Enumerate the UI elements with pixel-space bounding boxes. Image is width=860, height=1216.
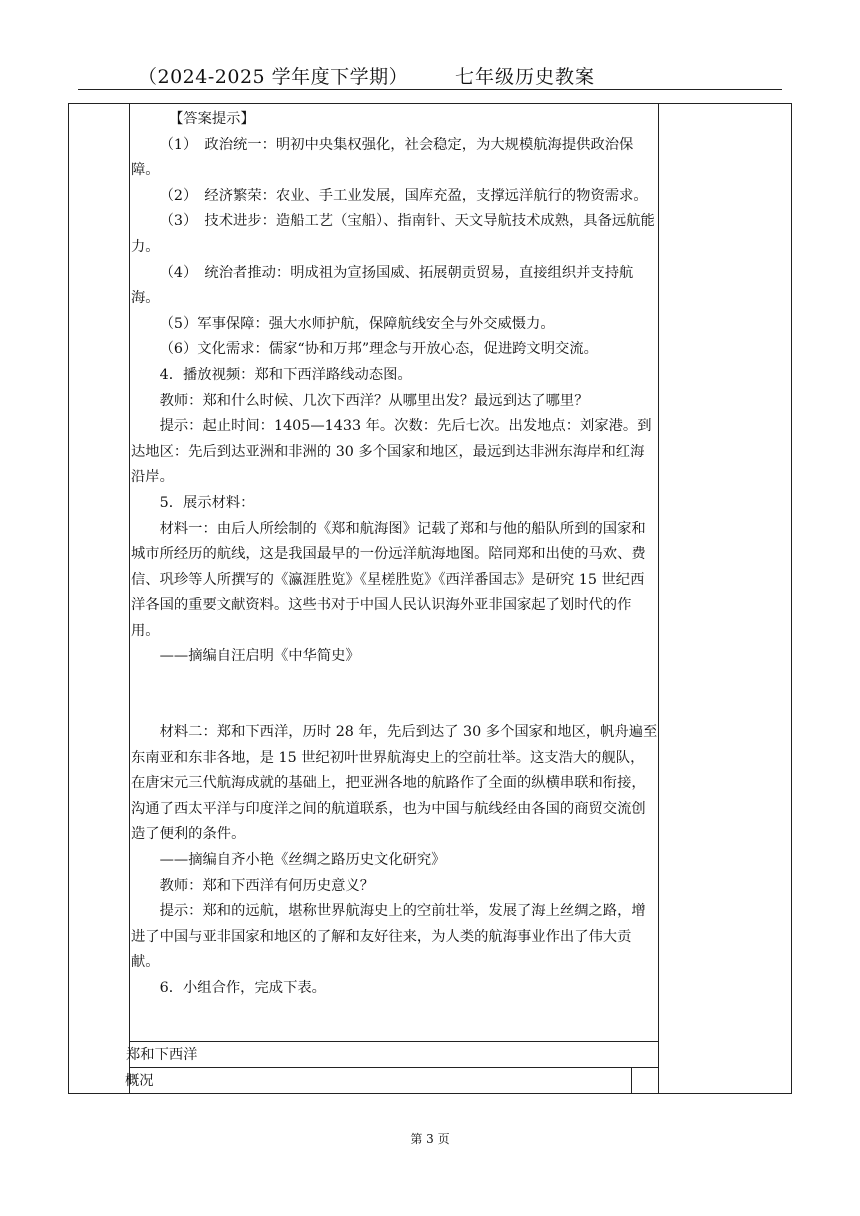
column-divider-right [658,103,659,1094]
table-rule-2 [129,1067,658,1068]
answer-item: （5）军事保障：强大水师护航，保障航线安全与外交威慑力。 [159,315,555,332]
sub-column-divider [631,1067,632,1094]
answer-item: （2） 经济繁荣：农业、手工业发展，国库充盈，支撑远洋航行的物资需求。 [159,187,648,204]
step-5: 5．展示材料： [159,494,255,511]
table-cell-title [126,1045,326,1065]
table-cell-overview [125,1071,225,1091]
table-rule-1 [129,1041,658,1042]
blank-gap [131,670,658,720]
table-cell-title-text: 郑和下西洋 [126,1047,198,1063]
answer-item: （1） 政治统一：明初中央集权强化，社会稳定，为大规模航海提供政治保障。 [131,136,634,179]
answer-heading: 【答案提示】 [169,111,255,127]
page-number: 第 3 页 [410,1132,450,1146]
step-6: 6．小组合作，完成下表。 [159,980,326,996]
answer-item: （3） 技术进步：造船工艺（宝船）、指南针、天文导航技术成熟，具备远航能力。 [131,213,655,255]
semester-label: （2024-2025 学年度下学期） [138,66,409,88]
hint-1: 提示：起止时间：1405—1433 年。次数：先后七次。出发地点：刘家港。到达地区：先后到达亚洲和非洲的 30 多个国家和地区，最远到达非洲东海岸和红海沿岸。 [131,418,652,486]
hint-2: 提示：郑和的远航，堪称世界航海史上的空前壮举，发展了海上丝绸之路，增进了中国与亚非国家和地区的了解和友好往来，为人类的航海事业作出了伟大贡献。 [131,903,646,971]
table-cell-overview-text: 概况 [125,1073,154,1089]
source-1: ——摘编自汪启明《中华简史》 [159,648,360,665]
answer-item: （4） 统治者推动：明成祖为宣扬国威、拓展朝贡贸易，直接组织并支持航海。 [131,264,634,307]
page-header [0,62,860,92]
source-2: ——摘编自齐小艳《丝绸之路历史文化研究》 [159,852,446,869]
step-4: 4．播放视频：郑和下西洋路线动态图。 [159,366,412,383]
teacher-question-2: 教师：郑和下西洋有何历史意义？ [159,877,375,894]
column-divider-left [129,103,130,1094]
material-2: 材料二：郑和下西洋，历时 28 年，先后到达了 30 多个国家和地区，帆舟遍至东南亚和东非各地，是 15 世纪初叶世界航海史上的空前壮举。这支浩大的舰队，在唐宋元三代航海成就的基础上，把亚洲各地的航路作了全面的纵横串联和衔接，沟通了西太平洋与印度洋之间的航道联系，也为中国与航线经由各国的商贸交流创造了便利的条件。 [131,724,658,843]
answer-item: （6）文化需求：儒家“协和万邦”理念与开放心态，促进跨文明交流。 [159,341,598,358]
teacher-question-1: 教师：郑和什么时候、几次下西洋？从哪里出发？最远到达了哪里？ [159,392,589,409]
page-footer [0,1130,860,1147]
material-1: 材料一：由后人所绘制的《郑和航海图》记载了郑和与他的船队所到的国家和城市所经历的航线，这是我国最早的一份远洋航海地图。陪同郑和出使的马欢、费信、巩珍等人所撰写的《瀛涯胜览》《星槎胜览》《西洋番国志》是研究 15 世纪西洋各国的重要文献资料。这些书对于中国人民认识海外亚非国家起了划时代的作用。 [131,520,646,639]
lesson-content [131,107,658,1002]
document-title: 七年级历史教案 [455,66,596,88]
header-rule [78,89,782,90]
